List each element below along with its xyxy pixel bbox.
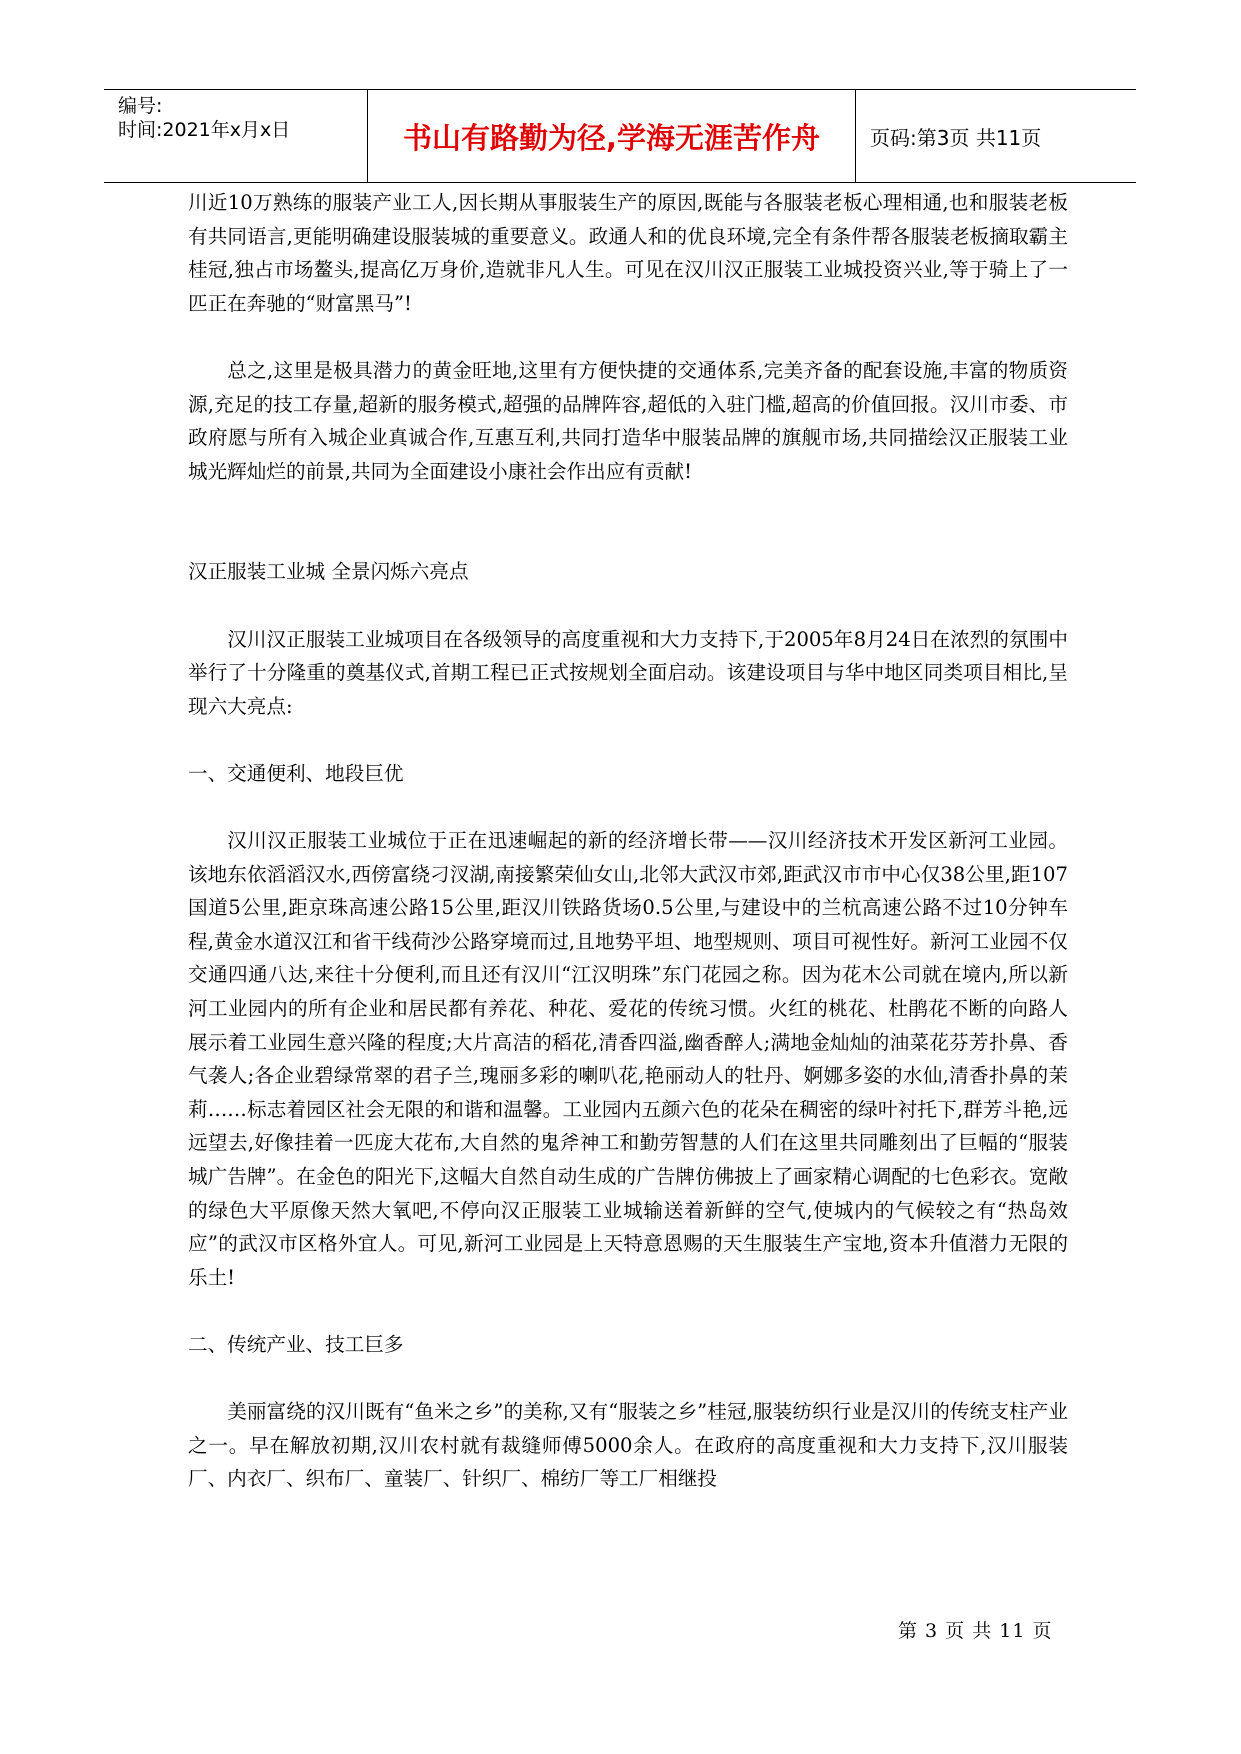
- section-heading: 二、传统产业、技工巨多: [188, 1333, 404, 1356]
- body-paragraph: 川近10万熟练的服装产业工人,因长期从事服装生产的原因,既能与各服装老板心理相通,也和服装老板有共同语言,更能明确建设服装城的重要意义。政通人和的优良环境,完全有条件帮各服装老板摘取霸主桂冠,独占市场鳌头,提高亿万身价,造就非凡人生。可见在汉川汉正服装工业城投资兴业,等于骑上了一匹正在奔驰的“财富黑马”!: [188, 191, 1068, 315]
- paragraph-spacer: [188, 589, 1068, 623]
- section-title: 汉正服装工业城 全景闪烁六亮点: [188, 560, 469, 584]
- header-page-info: 页码:第3页 共11页: [870, 125, 1042, 150]
- body-paragraph: 总之,这里是极具潜力的黄金旺地,这里有方便快捷的交通体系,完美齐备的配套设施,丰富的物质资源,充足的技工存量,超新的服务模式,超强的品牌阵容,超低的入驻门槛,超高的价值回报。汉川市委、市政府愿与所有入城企业真诚合作,互惠互利,共同打造华中服装品牌的旗舰市场,共同描绘汉正服装工业城光辉灿烂的前景,共同为全面建设小康社会作出应有贡献!: [188, 358, 1068, 483]
- paragraph-spacer: [188, 791, 1068, 825]
- document-body: [188, 186, 1068, 1496]
- body-paragraph: 美丽富绕的汉川既有“鱼米之乡”的美称,又有“服装之乡”桂冠,服装纺织行业是汉川的传统支柱产业之一。早在解放初期,汉川农村就有裁缝师傅5000余人。在政府的高度重视和大力支持下,汉川服装厂、内衣厂、织布厂、童装厂、针织厂、棉纺厂等工厂相继投: [188, 1400, 1068, 1491]
- document-number-label: 编号:: [118, 95, 163, 117]
- document-header: [104, 89, 1136, 183]
- paragraph-spacer: [188, 1362, 1068, 1396]
- body-paragraph: 汉川汉正服装工业城项目在各级领导的高度重视和大力支持下,于2005年8月24日在浓烈的氛围中举行了十分隆重的奠基仪式,首期工程已正式按规划全面启动。该建设项目与华中地区同类项目相比,呈现六大亮点:: [188, 627, 1068, 718]
- section-heading: 一、交通便利、地段巨优: [188, 761, 404, 785]
- header-middle-cell: [368, 90, 856, 182]
- body-paragraph: 汉川汉正服装工业城位于正在迅速崛起的新的经济增长带——汉川经济技术开发区新河工业园。该地东依滔滔汉水,西傍富绕刁汊湖,南接繁荣仙女山,北邻大武汉市郊,距武汉市市中心仅38公里,距107国道5公里,距京珠高速公路15公里,距汉川铁路货场0.5公里,与建设中的兰杭高速公路不过10分钟车程,黄金水道汉江和省干线荷沙公路穿境而过,且地势平坦、地型规则、项目可视性好。新河工业园不仅交通四通八达,来往十分便利,而且还有汉川“江汉明珠”东门花园之称。因为花木公司就在境内,所以新河工业园内的所有企业和居民都有养花、种花、爱花的传统习惯。火红的桃花、杜鹃花不断的向路人展示着工业园生意兴隆的程度;大片高洁的稻花,清香四溢,幽香醉人;满地金灿灿的油菜花芬芳扑鼻、香气袭人;各企业碧绿常翠的君子兰,瑰丽多彩的喇叭花,艳丽动人的牡丹、婀娜多姿的水仙,清香扑鼻的茉莉……标志着园区社会无限的和谐和温馨。工业园内五颜六色的花朵在稠密的绿叶衬托下,群芳斗艳,远远望去,好像挂着一匹庞大花布,大自然的鬼斧神工和勤劳智慧的人们在这里共同雕刻出了巨幅的“服装城广告牌”。在金色的阳光下,这幅大自然自动生成的广告牌仿佛披上了画家精心调配的七色彩衣。宽敞的绿色大平原像天然大氧吧,不停向汉正服装工业城输送着新鲜的空气,使城内的气候较之有“热岛效应”的武汉市区格外宜人。可见,新河工业园是上天特意恩赐的天生服装生产宝地,资本升值潜力无限的乐土!: [188, 829, 1068, 1289]
- header-motto: 书山有路勤为径,学海无涯苦作舟: [402, 120, 821, 155]
- paragraph-spacer: [188, 320, 1068, 354]
- header-left-cell: [104, 90, 368, 182]
- header-right-cell: [856, 90, 1136, 182]
- document-time-label: 时间:2021年x月x日: [118, 119, 291, 141]
- paragraph-spacer: [188, 723, 1068, 757]
- paragraph-spacer: [188, 488, 1068, 555]
- paragraph-spacer: [188, 1294, 1068, 1328]
- page-footer: 第 3 页 共 11 页: [898, 1620, 1053, 1642]
